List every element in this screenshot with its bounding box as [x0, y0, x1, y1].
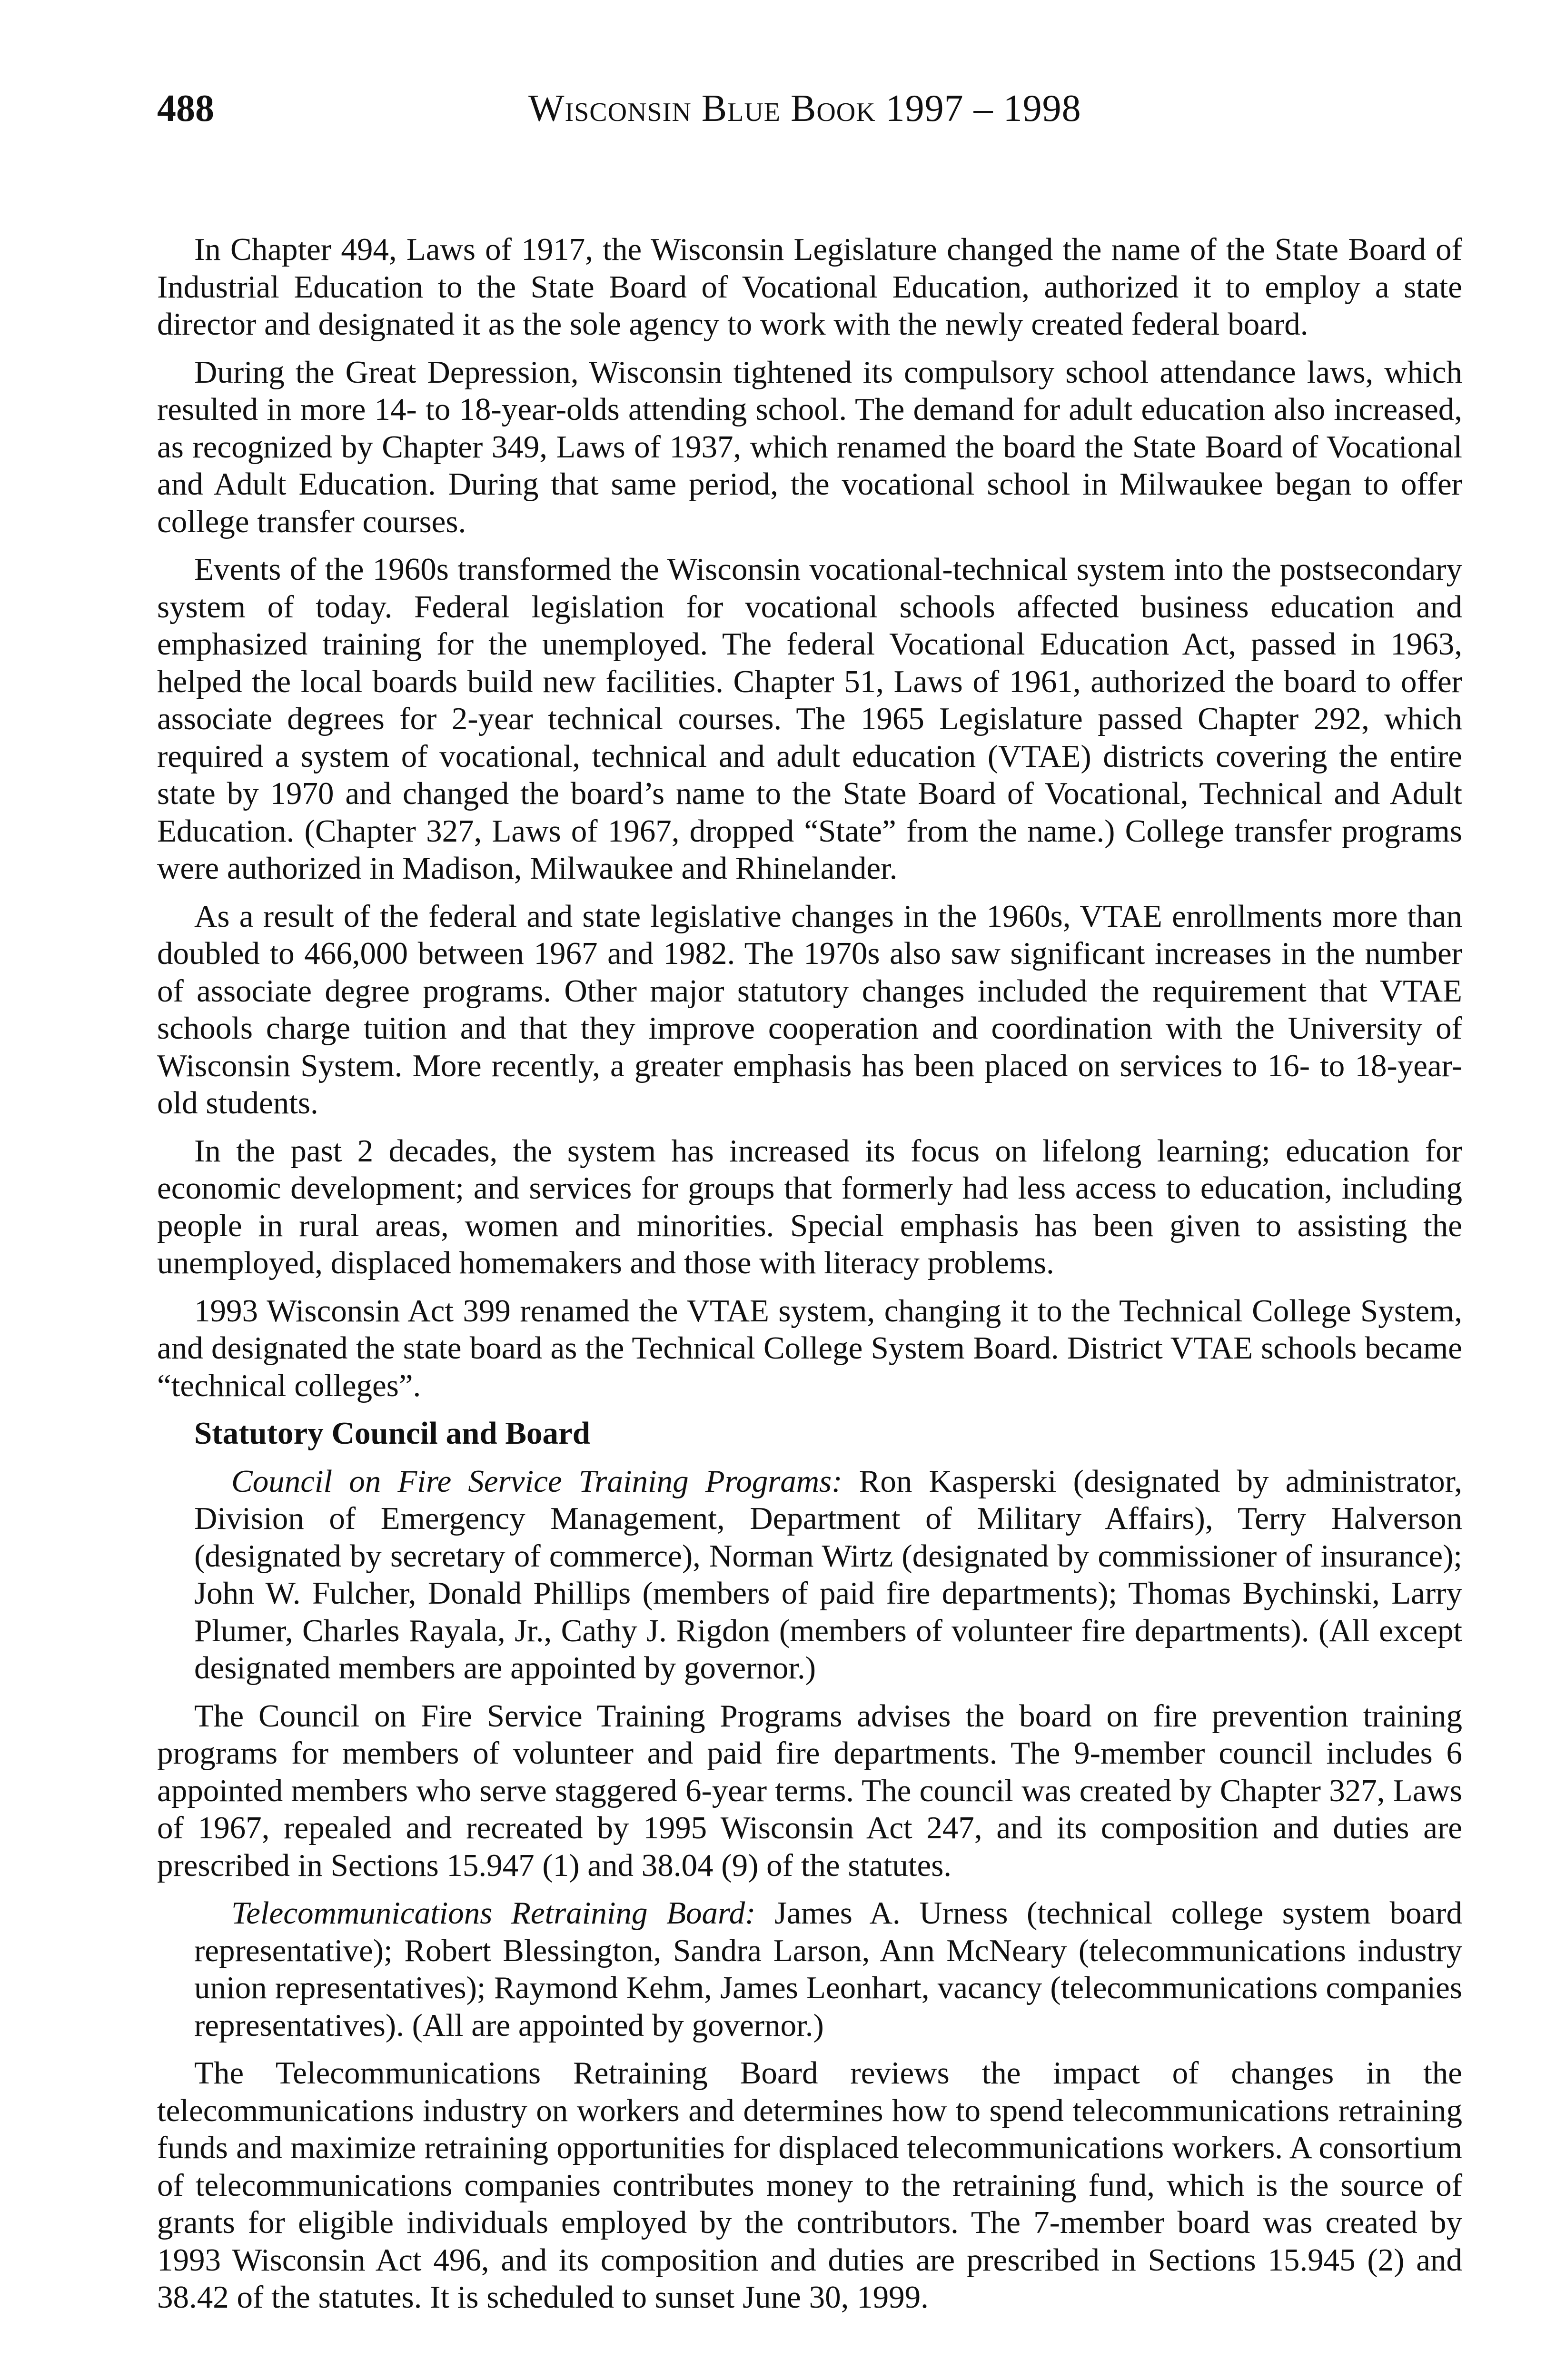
- council-members: Ron Kasperski (designated by administrator, Division of Emergency Management, Department of Military Affairs), Terry Halverson (designated by secretary of commerce), Norman Wirtz (designated by commissioner of insurance); John W. Fulcher, Donald Phillips (members of paid fire departments); Thomas Bychinski, Larry Plumer, Charles Rayala, Jr., Cathy J. Rigdon (members of volunteer fire departments). (All except designated members are appointed by governor.): [194, 1463, 1463, 1686]
- running-head: Wisconsin Blue Book 1997 – 1998: [528, 88, 1081, 129]
- board-members: James A. Urness (technical college system board representative); Robert Blessington, Sandra Larson, Ann McNeary (telecommunications industry union representatives); Raymond Kehm, James Leonhart, vacancy (telecommunications companies representatives). (All are appointed by governor.): [194, 1895, 1462, 2043]
- page-number: 488: [157, 88, 214, 129]
- council-title: Council on Fire Service Training Programs:: [231, 1463, 842, 1499]
- board-description: The Telecommunications Retraining Board reviews the impact of changes in the telecommunications industry on workers and determines how to spend telecommunications retraining funds and maximize retraining opportunities for displaced telecommunications workers. A consortium of telecommunications companies contributes money to the retraining fund, which is the source of grants for eligible individuals employed by the contributors. The 7-member board was created by 1993 Wisconsin Act 496, and its composition and duties are prescribed in Sections 15.945 (2) and 38.42 of the statutes. It is scheduled to sunset June 30, 1999.: [157, 2055, 1462, 2315]
- paragraph-lifelong-learning: In the past 2 decades, the system has increased its focus on lifelong learning; education for economic development; and services for groups that formerly had less access to education, including people in rural areas, women and minorities. Special emphasis has been given to assisting the unemployed, displaced homemakers and those with literacy problems.: [157, 1133, 1462, 1280]
- board-title: Telecommunications Retraining Board:: [231, 1895, 756, 1931]
- page-header: [157, 85, 1466, 137]
- paragraph-1917: In Chapter 494, Laws of 1917, the Wisconsin Legislature changed the name of the State Board of Industrial Education to the State Board of Vocational Education, authorized it to employ a state director and designated it as the sole agency to work with the newly created federal board.: [157, 232, 1462, 342]
- paragraph-enrollments: As a result of the federal and state legislative changes in the 1960s, VTAE enrollments more than doubled to 466,000 between 1967 and 1982. The 1970s also saw significant increases in the number of associate degree programs. Other major statutory changes included the requirement that VTAE schools charge tuition and that they improve cooperation and coordination with the University of Wisconsin System. More recently, a greater emphasis has been placed on services to 16- to 18-year-old students.: [157, 898, 1462, 1121]
- board-entry: [157, 1894, 1462, 2044]
- council-entry: [157, 1463, 1462, 1687]
- council-description: The Council on Fire Service Training Programs advises the board on fire prevention training programs for members of volunteer and paid fire departments. The 9-member council includes 6 appointed members who serve staggered 6-year terms. The council was created by Chapter 327, Laws of 1967, repealed and recreated by 1995 Wisconsin Act 247, and its composition and duties are prescribed in Sections 15.947 (1) and 38.04 (9) of the statutes.: [157, 1698, 1462, 1883]
- paragraph-act-399: 1993 Wisconsin Act 399 renamed the VTAE system, changing it to the Technical College System, and designated the state board as the Technical College System Board. District VTAE schools became “technical colleges”.: [157, 1293, 1462, 1403]
- section-heading: Statutory Council and Board: [194, 1416, 591, 1451]
- paragraph-depression: During the Great Depression, Wisconsin tightened its compulsory school attendance laws, which resulted in more 14- to 18-year-olds attending school. The demand for adult education also increased, as recognized by Chapter 349, Laws of 1937, which renamed the board the State Board of Vocational and Adult Education. During that same period, the vocational school in Milwaukee began to offer college transfer courses.: [157, 354, 1462, 539]
- body-text: [157, 231, 1462, 2327]
- paragraph-1960s: Events of the 1960s transformed the Wisconsin vocational-technical system into the postsecondary system of today. Federal legislation for vocational schools affected business education and emphasized training for the unemployed. The federal Vocational Education Act, passed in 1963, helped the local boards build new facilities. Chapter 51, Laws of 1961, authorized the board to offer associate degrees for 2-year technical courses. The 1965 Legislature passed Chapter 292, which required a system of vocational, technical and adult education (VTAE) districts covering the entire state by 1970 and changed the board’s name to the State Board of Vocational, Technical and Adult Education. (Chapter 327, Laws of 1967, dropped “State” from the name.) College transfer programs were authorized in Madison, Milwaukee and Rhinelander.: [157, 552, 1462, 886]
